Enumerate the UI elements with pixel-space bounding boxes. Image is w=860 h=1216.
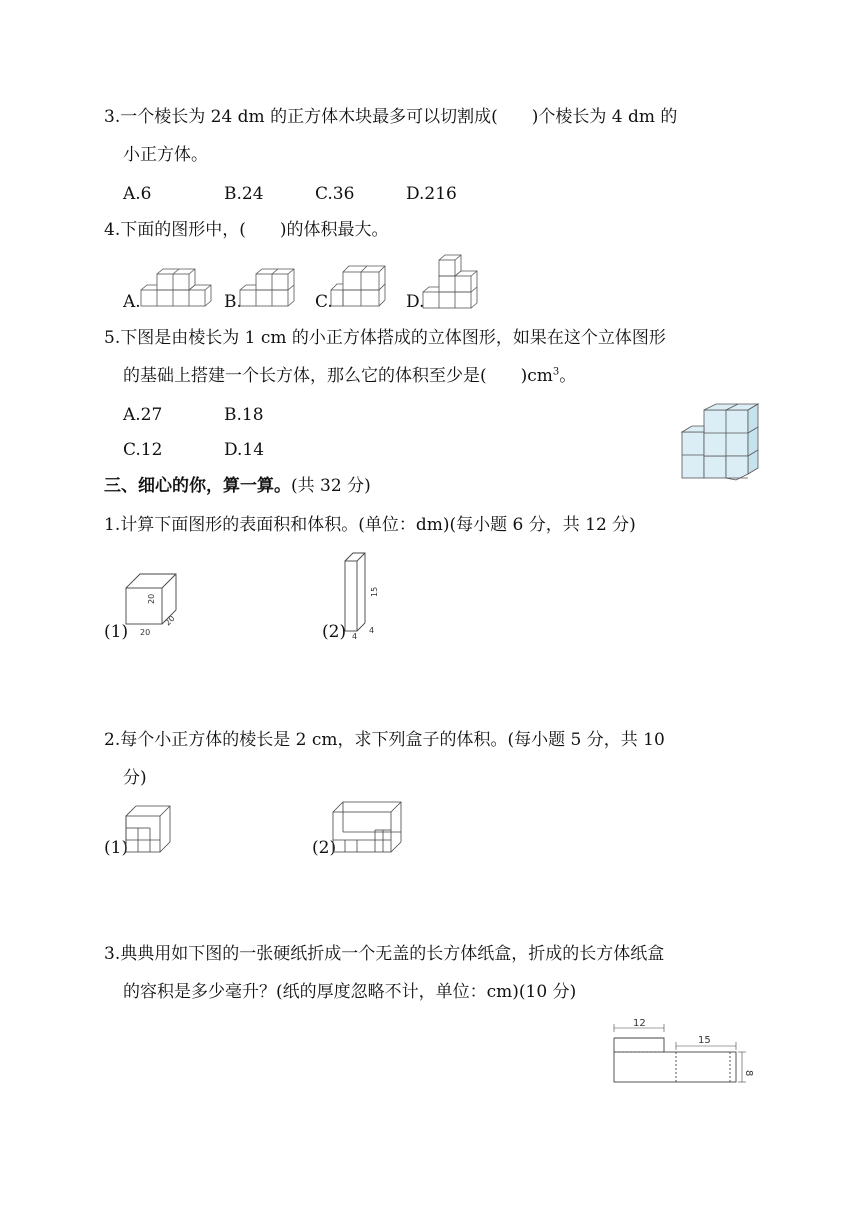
- calc3-dim-side: 8: [743, 1070, 754, 1077]
- calc3-dim-middle: 15: [698, 1035, 711, 1046]
- q5-option-b: B.18: [224, 405, 264, 425]
- calc3-stem-line1: 3.典典用如下图的一张硬纸折成一个无盖的长方体纸盒，折成的长方体纸盒: [104, 944, 665, 964]
- calc1-cube-edge-depth: 20: [163, 613, 177, 628]
- calc2-stem-line2: 分): [123, 768, 147, 788]
- q3-stem-line1: 3.一个棱长为 24 dm 的正方体木块最多可以切割成( )个棱长为 4 dm 的: [104, 107, 678, 127]
- q5-cube-figure: [682, 404, 760, 480]
- q5-option-d: D.14: [224, 440, 265, 460]
- q5-option-c: C.12: [123, 440, 163, 460]
- calc2-box-2: [333, 802, 403, 856]
- calc1-cube-edge-front: 20: [140, 628, 151, 637]
- q4-figure-d: [423, 254, 481, 310]
- q4-figure-a: [141, 268, 211, 310]
- q5-option-a: A.27: [123, 405, 163, 425]
- calc2-fig1-label: (1): [104, 838, 129, 858]
- calc1-cube: [126, 574, 188, 638]
- calc3-net-figure: [608, 1014, 758, 1086]
- q4-figure-b: [240, 268, 298, 310]
- q4-figure-c: [331, 264, 389, 310]
- q3-option-b: B.24: [224, 184, 264, 204]
- q3-option-a: A.6: [123, 184, 152, 204]
- calc1-prism-width: 4: [352, 632, 358, 641]
- q3-option-c: C.36: [315, 184, 355, 204]
- section3-heading: 三、细心的你，算一算。(共 32 分): [104, 476, 371, 496]
- q5-stem-line1: 5.下图是由棱长为 1 cm 的小正方体搭成的立体图形，如果在这个立体图形: [104, 328, 666, 348]
- q4-option-c: C.: [315, 292, 333, 312]
- q3-stem-line2: 小正方体。: [123, 145, 208, 165]
- calc1-prism-depth: 4: [369, 626, 375, 635]
- calc1-fig1-label: (1): [104, 622, 129, 642]
- calc2-box-1: [126, 806, 172, 856]
- calc3-dim-top: 12: [633, 1018, 646, 1029]
- q4-option-d: D.: [406, 292, 425, 312]
- calc2-fig2-label: (2): [312, 838, 337, 858]
- q4-option-b: B.: [224, 292, 242, 312]
- calc1-prism-height: 15: [370, 586, 379, 597]
- calc1-stem: 1.计算下面图形的表面积和体积。(单位：dm)(每小题 6 分，共 12 分): [104, 515, 636, 535]
- calc2-stem-line1: 2.每个小正方体的棱长是 2 cm，求下列盒子的体积。(每小题 5 分，共 10: [104, 730, 665, 750]
- q4-stem: 4.下面的图形中，( )的体积最大。: [104, 220, 389, 240]
- calc1-cube-edge-height: 20: [147, 593, 156, 604]
- q3-option-d: D.216: [406, 184, 457, 204]
- calc1-prism: [345, 553, 381, 639]
- q4-option-a: A.: [123, 292, 141, 312]
- q5-stem-line2: 的基础上搭建一个长方体，那么它的体积至少是( )$cm^3$。: [123, 366, 577, 386]
- calc1-fig2-label: (2): [322, 622, 347, 642]
- calc3-stem-line2: 的容积是多少毫升？(纸的厚度忽略不计，单位：cm)(10 分): [123, 982, 577, 1002]
